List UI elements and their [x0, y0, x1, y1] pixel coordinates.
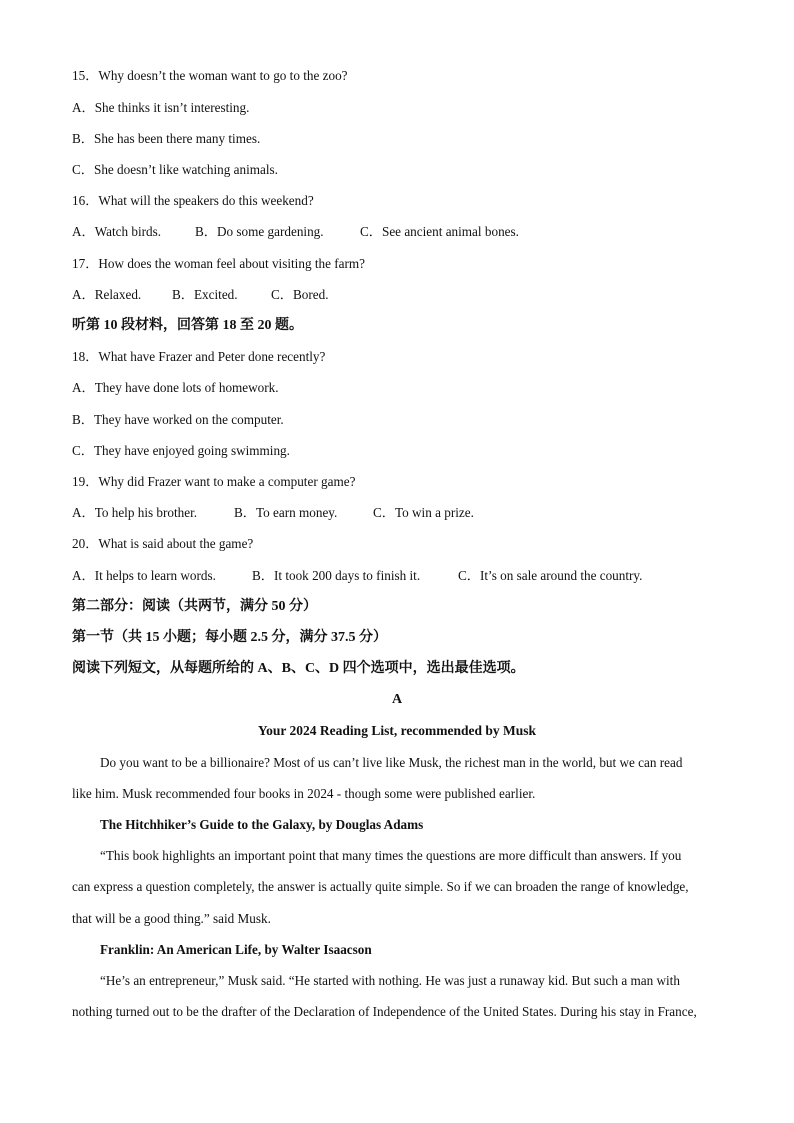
reading-instruction: 阅读下列短文，从每题所给的 A、B、C、D 四个选项中，选出最佳选项。	[72, 661, 525, 676]
book-1-line-1: “This book highlights an important point that many times the questions are more difficult than answers. If you	[100, 848, 682, 863]
intro-line-2: like him. Musk recommended four books in 2024 - though some were published earlier.	[72, 786, 536, 801]
q19-option-c: C．To win a prize.	[373, 505, 474, 520]
q20-option-b: B．It took 200 days to finish it.	[252, 568, 421, 583]
q17-option-a: A．Relaxed.	[72, 287, 142, 302]
q19-option-b: B．To earn money.	[234, 505, 338, 520]
question-20: 20．What is said about the game?	[72, 536, 254, 551]
q16-option-b: B．Do some gardening.	[195, 224, 324, 239]
q15-option-b: B．She has been there many times.	[72, 131, 261, 146]
question-19: 19．Why did Frazer want to make a computer game?	[72, 474, 356, 489]
section-10-heading: 听第 10 段材料，回答第 18 至 20 题。	[72, 318, 303, 333]
book-2-line-2: nothing turned out to be the drafter of the Declaration of Independence of the United States. During his stay in France,	[72, 1004, 697, 1019]
passage-title: Your 2024 Reading List, recommended by Musk	[257, 723, 537, 738]
book-2-line-1: “He’s an entrepreneur,” Musk said. “He started with nothing. He was just a runaway kid. But such a man with	[100, 973, 680, 988]
part-two-heading: 第二部分：阅读（共两节，满分 50 分）	[72, 599, 317, 614]
q15-option-c: C．She doesn’t like watching animals.	[72, 162, 278, 177]
question-16: 16．What will the speakers do this weekend?	[72, 193, 314, 208]
passage-letter: A	[391, 692, 403, 707]
q16-option-c: C．See ancient animal bones.	[360, 224, 519, 239]
q18-option-b: B．They have worked on the computer.	[72, 412, 284, 427]
book-1-title: The Hitchhiker’s Guide to the Galaxy, by Douglas Adams	[100, 817, 424, 832]
book-2-title: Franklin: An American Life, by Walter Isaacson	[100, 942, 372, 957]
q16-option-a: A．Watch birds.	[72, 224, 162, 239]
q17-option-b: B．Excited.	[172, 287, 238, 302]
q19-option-a: A．To help his brother.	[72, 505, 198, 520]
book-1-line-2: can express a question completely, the answer is actually quite simple. So if we can broaden the range of knowledge,	[72, 879, 689, 894]
section-one-heading: 第一节（共 15 小题；每小题 2.5 分，满分 37.5 分）	[72, 630, 387, 645]
intro-line-1: Do you want to be a billionaire? Most of us can’t live like Musk, the richest man in the world, but we can read	[100, 755, 683, 770]
question-18: 18．What have Frazer and Peter done recently?	[72, 349, 326, 364]
question-17: 17．How does the woman feel about visiting the farm?	[72, 256, 365, 271]
q18-option-a: A．They have done lots of homework.	[72, 380, 279, 395]
question-15: 15．Why doesn’t the woman want to go to the zoo?	[72, 68, 348, 83]
q18-option-c: C．They have enjoyed going swimming.	[72, 443, 290, 458]
book-1-line-3: that will be a good thing.” said Musk.	[72, 911, 271, 926]
q20-option-a: A．It helps to learn words.	[72, 568, 216, 583]
q15-option-a: A．She thinks it isn’t interesting.	[72, 100, 250, 115]
q17-option-c: C．Bored.	[271, 287, 329, 302]
q20-option-c: C．It’s on sale around the country.	[458, 568, 643, 583]
